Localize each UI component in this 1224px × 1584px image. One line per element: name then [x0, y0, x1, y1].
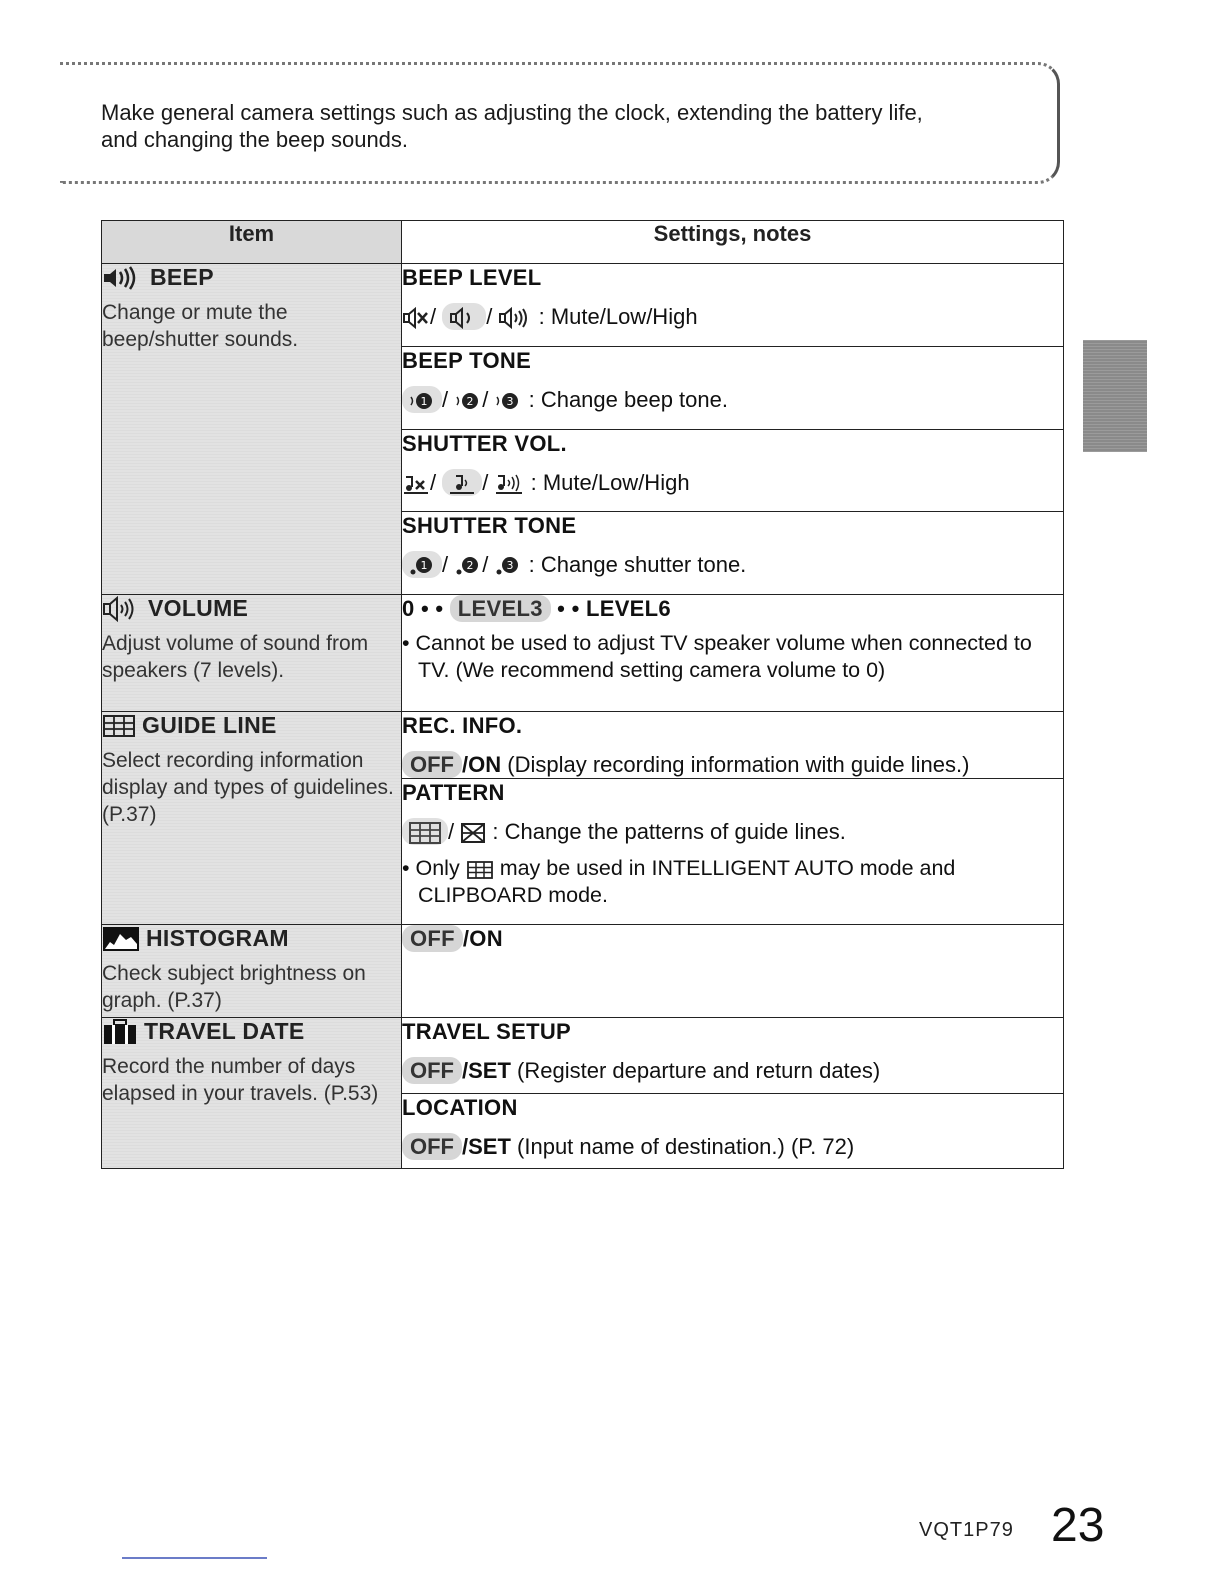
histogram-item-cell — [102, 925, 402, 1018]
beep-tone-title: BEEP TONE — [402, 347, 532, 373]
table-row — [102, 264, 1064, 347]
shutter-vol-options: / / : Mute/Low/High — [402, 469, 1063, 496]
pattern-grid-icon — [408, 821, 442, 845]
histogram-off: OFF — [402, 925, 463, 952]
pattern-text: : Change the patterns of guide lines. — [492, 819, 846, 844]
table-row — [102, 1018, 1064, 1094]
shutter-tone-2-icon — [454, 555, 482, 577]
svg-text:1: 1 — [420, 559, 428, 573]
travel-setup-title: TRAVEL SETUP — [402, 1019, 572, 1044]
bottom-divider — [122, 1557, 267, 1559]
histogram-settings-cell — [402, 925, 1064, 1018]
beep-level-options: / / : Mute/Low/High — [402, 303, 1063, 330]
histogram-on: /ON — [462, 926, 503, 951]
shutter-tone-options: 1 / 2 / 3 : Change shutter tone. — [402, 551, 1063, 578]
rec-info-on: /ON — [462, 752, 502, 777]
travel-setup-options — [402, 1057, 1063, 1084]
svg-text:1: 1 — [420, 394, 428, 408]
beep-speaker-icon — [102, 266, 144, 290]
guide-line-item-cell — [102, 712, 402, 925]
volume-title-row — [102, 595, 401, 622]
shutter-vol-title: SHUTTER VOL. — [402, 430, 567, 456]
shutter-mute-icon — [402, 473, 430, 495]
pattern-title: PATTERN — [402, 780, 505, 805]
settings-table — [101, 220, 1064, 1169]
rec-info-off: OFF — [402, 751, 462, 778]
travel-setup-off: OFF — [402, 1057, 462, 1084]
shutter-tone-1-icon — [408, 555, 436, 577]
svg-text:3: 3 — [506, 394, 514, 408]
beep-desc: Change or mute the beep/shutter sounds. — [102, 301, 299, 351]
pattern-options: / : Change the patterns of guide lines. — [402, 818, 1063, 845]
tone-2-icon — [454, 390, 482, 412]
header-notes: Settings, notes — [402, 221, 1064, 264]
volume-item-cell — [102, 595, 402, 712]
grid-icon — [466, 860, 494, 880]
shutter-high-icon — [494, 473, 524, 495]
pattern-note-prefix: • Only — [402, 856, 460, 881]
beep-tone-options: 1 / 2 / 3 : Change beep tone. — [402, 386, 1063, 413]
location-title: LOCATION — [402, 1094, 518, 1120]
pattern-diagonal-icon — [460, 822, 486, 844]
volume-desc: Adjust volume of sound from speakers (7 levels). — [102, 632, 369, 682]
shutter-low-option — [442, 469, 482, 496]
shutter-vol-text: : Mute/Low/High — [530, 469, 690, 495]
location-options — [402, 1133, 1063, 1160]
table-header-row — [102, 221, 1064, 264]
table-row — [102, 712, 1064, 779]
pattern-note-rest: may be used in INTELLIGENT AUTO mode and CLIPBOARD mode. — [418, 856, 956, 908]
mute-icon — [402, 307, 430, 329]
volume-range-start: 0 • • — [402, 596, 444, 621]
svg-text:2: 2 — [466, 394, 474, 408]
svg-text:3: 3 — [506, 559, 514, 573]
beep-item-cell — [102, 264, 402, 595]
histogram-desc: Check subject brightness on graph. (P.37) — [102, 962, 366, 1012]
travel-setup-cell — [402, 1018, 1064, 1094]
tone-1-option — [402, 386, 442, 413]
shutter-low-icon — [448, 473, 476, 495]
table-row — [102, 595, 1064, 712]
page-number: 23 — [1051, 1499, 1105, 1552]
tone-3-icon — [494, 390, 522, 412]
beep-tone-text: : Change beep tone. — [528, 386, 728, 412]
location-off: OFF — [402, 1133, 462, 1160]
grid-icon — [102, 714, 136, 738]
beep-title-row — [102, 264, 401, 291]
header-item: Item — [102, 221, 402, 264]
pattern-cell — [402, 779, 1064, 925]
volume-speaker-icon — [102, 596, 142, 622]
shutter-tone-title: SHUTTER TONE — [402, 513, 577, 539]
tone-1-icon — [408, 390, 436, 412]
svg-text:2: 2 — [466, 559, 474, 573]
location-cell — [402, 1093, 1064, 1169]
travel-setup-set: /SET — [462, 1058, 511, 1083]
histogram-title: HISTOGRAM — [146, 925, 289, 951]
histogram-options — [402, 925, 1063, 952]
travel-date-title-row — [102, 1018, 401, 1045]
travel-setup-text: (Register departure and return dates) — [517, 1058, 881, 1083]
beep-tone-cell — [402, 346, 1064, 429]
rec-info-text: (Display recording information with guide lines.) — [507, 752, 970, 777]
volume-title: VOLUME — [148, 595, 249, 621]
travel-date-item-cell — [102, 1018, 402, 1169]
rec-info-options — [402, 751, 1063, 778]
travel-date-title: TRAVEL DATE — [144, 1018, 305, 1044]
histogram-icon — [102, 926, 140, 952]
shutter-tone-text: : Change shutter tone. — [528, 552, 747, 578]
rec-info-title: REC. INFO. — [402, 713, 523, 738]
table-row — [102, 925, 1064, 1018]
beep-level-title: BEEP LEVEL — [402, 265, 542, 290]
shutter-tone-3-icon — [494, 555, 522, 577]
location-set: /SET — [462, 1133, 511, 1159]
intro-line-2: and changing the beep sounds. — [101, 127, 409, 152]
pattern-grid-option — [402, 818, 448, 845]
guide-line-title-row — [102, 712, 401, 739]
beep-level-text: : Mute/Low/High — [538, 304, 698, 329]
volume-settings-cell — [402, 595, 1064, 712]
intro-line-1: Make general camera settings such as adjusting the clock, extending the battery life, — [101, 100, 923, 125]
beep-title: BEEP — [150, 264, 214, 290]
guide-line-desc: Select recording information display and types of guidelines. (P.37) — [102, 749, 394, 826]
guide-line-title: GUIDE LINE — [142, 712, 277, 738]
intro-text — [101, 99, 1031, 153]
shutter-tone-cell — [402, 512, 1064, 595]
volume-range — [402, 595, 1063, 622]
high-volume-icon — [498, 307, 532, 329]
shutter-vol-cell — [402, 429, 1064, 512]
histogram-title-row — [102, 925, 401, 952]
shutter-tone-1-option — [402, 551, 442, 578]
side-tab — [1083, 340, 1147, 452]
volume-range-end: • • LEVEL6 — [557, 596, 671, 621]
beep-level-cell — [402, 264, 1064, 347]
rec-info-cell — [402, 712, 1064, 779]
low-volume-option — [442, 303, 486, 330]
volume-note: • Cannot be used to adjust TV speaker volume when connected to TV. (We recommend setting camera volume to 0) — [402, 631, 1032, 682]
document-code: VQT1P79 — [919, 1519, 1014, 1541]
pattern-note — [402, 855, 1063, 909]
low-volume-icon — [448, 307, 480, 329]
volume-range-mid: LEVEL3 — [450, 595, 551, 622]
location-text: (Input name of destination.) (P. 72) — [517, 1133, 855, 1159]
suitcase-icon — [102, 1019, 138, 1045]
travel-date-desc: Record the number of days elapsed in your travels. (P.53) — [102, 1055, 379, 1105]
